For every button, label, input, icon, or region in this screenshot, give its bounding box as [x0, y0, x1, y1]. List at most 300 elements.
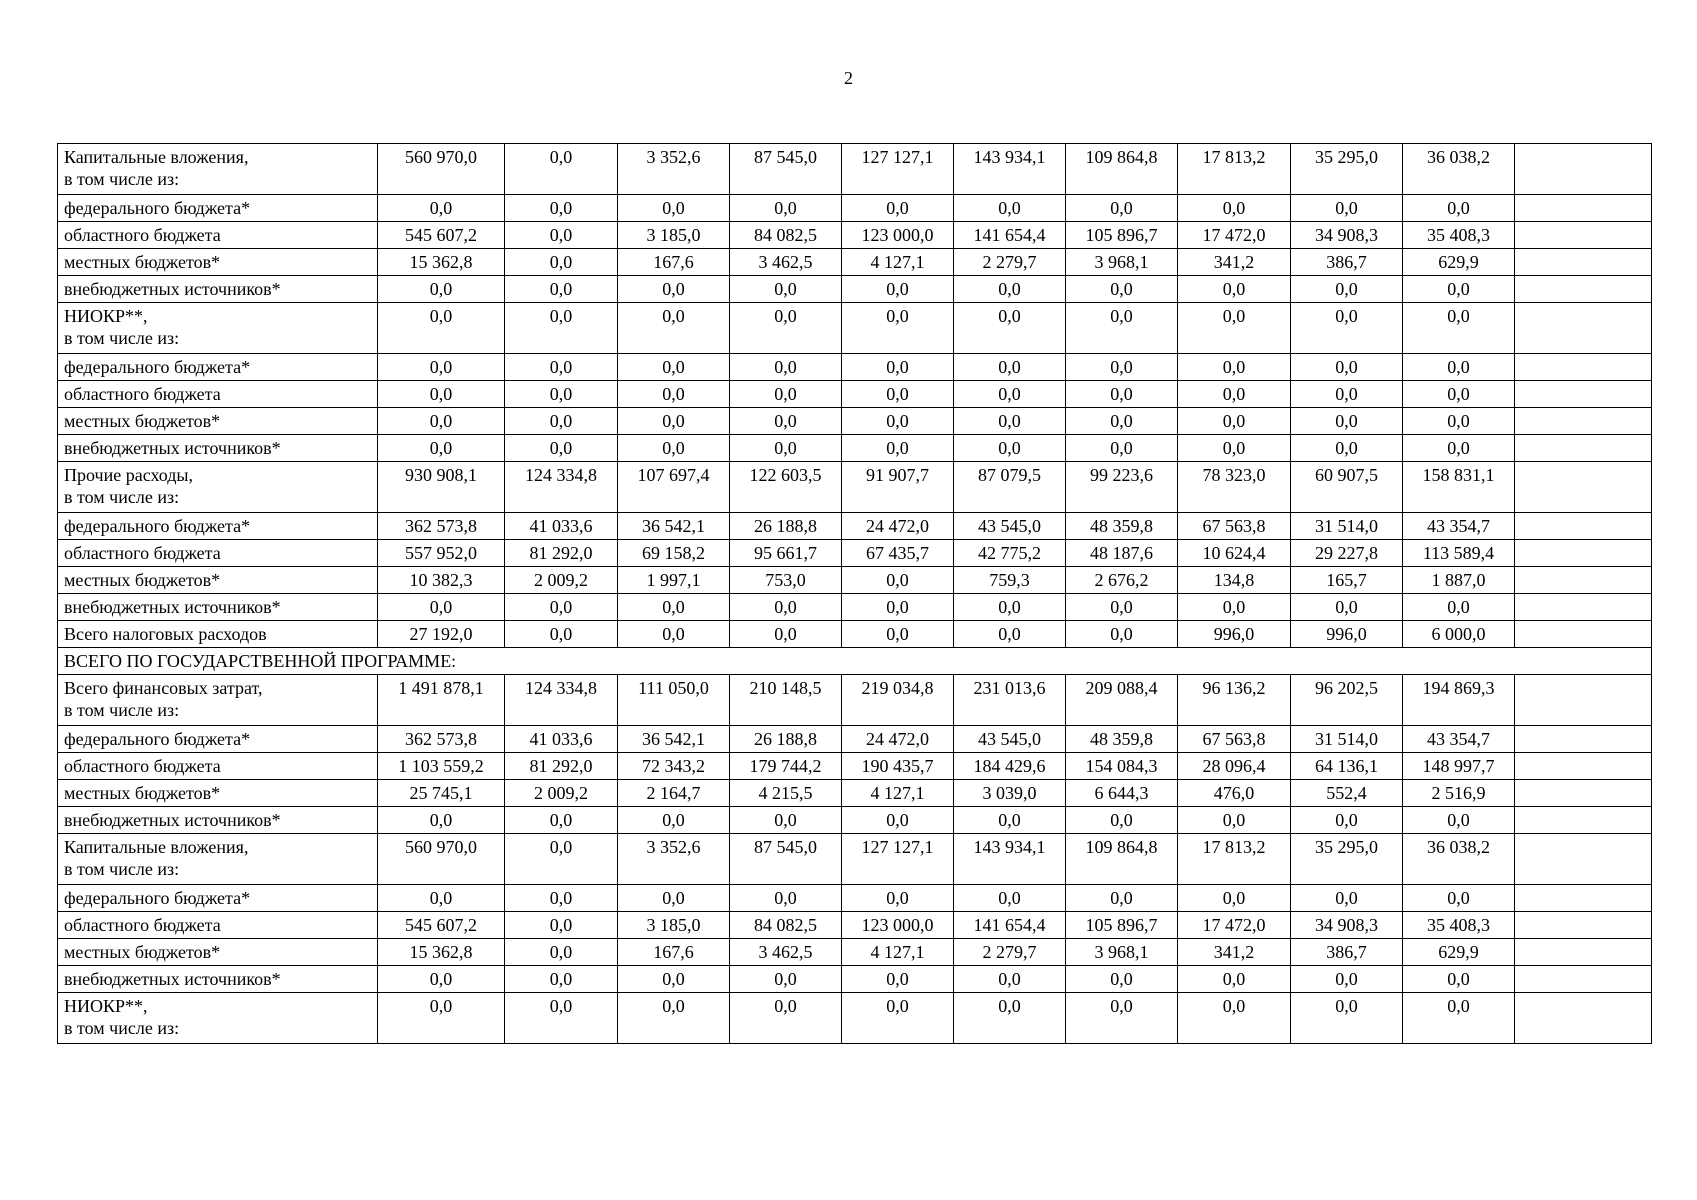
value-cell: 560 970,0: [378, 144, 505, 195]
value-cell: 0,0: [618, 435, 730, 462]
value-cell: 0,0: [618, 303, 730, 354]
value-cell: 35 295,0: [1291, 834, 1403, 885]
value-cell: 84 082,5: [730, 912, 842, 939]
row-label: федерального бюджета*: [58, 195, 378, 222]
row-label: внебюджетных источников*: [58, 276, 378, 303]
table-row: [58, 195, 1652, 222]
value-cell: 0,0: [618, 381, 730, 408]
value-cell: 36 038,2: [1403, 834, 1515, 885]
value-cell: 0,0: [730, 435, 842, 462]
value-cell: 2 009,2: [505, 567, 618, 594]
value-cell: 1 103 559,2: [378, 753, 505, 780]
value-cell: 67 435,7: [842, 540, 954, 567]
empty-cell: [1515, 435, 1652, 462]
value-cell: 24 472,0: [842, 513, 954, 540]
value-cell: 0,0: [1178, 594, 1291, 621]
value-cell: 0,0: [378, 807, 505, 834]
row-label: Всего налоговых расходов: [58, 621, 378, 648]
value-cell: 0,0: [505, 939, 618, 966]
value-cell: 0,0: [1291, 885, 1403, 912]
value-cell: 43 545,0: [954, 513, 1066, 540]
value-cell: 0,0: [505, 249, 618, 276]
row-label: областного бюджета: [58, 753, 378, 780]
empty-cell: [1515, 726, 1652, 753]
empty-cell: [1515, 222, 1652, 249]
value-cell: 0,0: [1066, 354, 1178, 381]
value-cell: 0,0: [505, 435, 618, 462]
value-cell: 0,0: [842, 195, 954, 222]
value-cell: 165,7: [1291, 567, 1403, 594]
empty-cell: [1515, 462, 1652, 513]
value-cell: 105 896,7: [1066, 222, 1178, 249]
value-cell: 0,0: [1403, 354, 1515, 381]
value-cell: 29 227,8: [1291, 540, 1403, 567]
value-cell: 0,0: [1178, 303, 1291, 354]
row-label: НИОКР**, в том числе из:: [58, 993, 378, 1044]
row-label: местных бюджетов*: [58, 780, 378, 807]
value-cell: 557 952,0: [378, 540, 505, 567]
value-cell: 113 589,4: [1403, 540, 1515, 567]
value-cell: 0,0: [1178, 966, 1291, 993]
table-row: [58, 621, 1652, 648]
value-cell: 17 813,2: [1178, 144, 1291, 195]
value-cell: 0,0: [1291, 303, 1403, 354]
value-cell: 17 472,0: [1178, 222, 1291, 249]
value-cell: 386,7: [1291, 249, 1403, 276]
value-cell: 0,0: [1403, 993, 1515, 1044]
value-cell: 0,0: [505, 807, 618, 834]
table-row: [58, 834, 1652, 885]
value-cell: 67 563,8: [1178, 726, 1291, 753]
value-cell: 26 188,8: [730, 513, 842, 540]
value-cell: 0,0: [842, 354, 954, 381]
value-cell: 0,0: [1178, 435, 1291, 462]
value-cell: 362 573,8: [378, 513, 505, 540]
value-cell: 0,0: [618, 807, 730, 834]
empty-cell: [1515, 594, 1652, 621]
value-cell: 148 997,7: [1403, 753, 1515, 780]
value-cell: 36 542,1: [618, 726, 730, 753]
value-cell: 43 354,7: [1403, 726, 1515, 753]
value-cell: 231 013,6: [954, 675, 1066, 726]
value-cell: 109 864,8: [1066, 144, 1178, 195]
empty-cell: [1515, 540, 1652, 567]
value-cell: 0,0: [1066, 993, 1178, 1044]
value-cell: 0,0: [1403, 594, 1515, 621]
empty-cell: [1515, 807, 1652, 834]
table-row: [58, 513, 1652, 540]
table-row: [58, 435, 1652, 462]
table-row: [58, 540, 1652, 567]
value-cell: 107 697,4: [618, 462, 730, 513]
value-cell: 0,0: [505, 885, 618, 912]
value-cell: 42 775,2: [954, 540, 1066, 567]
value-cell: 545 607,2: [378, 912, 505, 939]
table-row: [58, 381, 1652, 408]
value-cell: 0,0: [1291, 966, 1403, 993]
value-cell: 0,0: [954, 435, 1066, 462]
value-cell: 81 292,0: [505, 540, 618, 567]
value-cell: 84 082,5: [730, 222, 842, 249]
value-cell: 0,0: [954, 408, 1066, 435]
value-cell: 96 136,2: [1178, 675, 1291, 726]
row-label: областного бюджета: [58, 222, 378, 249]
value-cell: 43 354,7: [1403, 513, 1515, 540]
value-cell: 10 382,3: [378, 567, 505, 594]
empty-cell: [1515, 567, 1652, 594]
value-cell: 0,0: [842, 807, 954, 834]
table-row: [58, 567, 1652, 594]
value-cell: 0,0: [730, 303, 842, 354]
value-cell: 3 968,1: [1066, 939, 1178, 966]
value-cell: 43 545,0: [954, 726, 1066, 753]
value-cell: 930 908,1: [378, 462, 505, 513]
value-cell: 0,0: [1066, 435, 1178, 462]
value-cell: 0,0: [378, 594, 505, 621]
value-cell: 0,0: [1403, 435, 1515, 462]
value-cell: 72 343,2: [618, 753, 730, 780]
value-cell: 0,0: [1403, 381, 1515, 408]
value-cell: 0,0: [842, 408, 954, 435]
value-cell: 0,0: [1291, 807, 1403, 834]
value-cell: 81 292,0: [505, 753, 618, 780]
value-cell: 17 813,2: [1178, 834, 1291, 885]
budget-table: [57, 143, 1652, 1044]
table-row: [58, 249, 1652, 276]
table-row: [58, 780, 1652, 807]
value-cell: 0,0: [505, 222, 618, 249]
value-cell: 41 033,6: [505, 513, 618, 540]
empty-cell: [1515, 675, 1652, 726]
empty-cell: [1515, 408, 1652, 435]
table-row: [58, 939, 1652, 966]
value-cell: 0,0: [730, 381, 842, 408]
value-cell: 0,0: [505, 912, 618, 939]
empty-cell: [1515, 303, 1652, 354]
value-cell: 3 968,1: [1066, 249, 1178, 276]
value-cell: 123 000,0: [842, 222, 954, 249]
value-cell: 0,0: [1178, 381, 1291, 408]
value-cell: 0,0: [1403, 195, 1515, 222]
value-cell: 6 644,3: [1066, 780, 1178, 807]
value-cell: 0,0: [1291, 408, 1403, 435]
value-cell: 0,0: [505, 354, 618, 381]
value-cell: 0,0: [730, 993, 842, 1044]
row-label: Прочие расходы, в том числе из:: [58, 462, 378, 513]
value-cell: 386,7: [1291, 939, 1403, 966]
value-cell: 99 223,6: [1066, 462, 1178, 513]
value-cell: 0,0: [505, 303, 618, 354]
value-cell: 0,0: [730, 195, 842, 222]
value-cell: 127 127,1: [842, 144, 954, 195]
value-cell: 111 050,0: [618, 675, 730, 726]
value-cell: 210 148,5: [730, 675, 842, 726]
value-cell: 96 202,5: [1291, 675, 1403, 726]
row-label: внебюджетных источников*: [58, 435, 378, 462]
empty-cell: [1515, 354, 1652, 381]
value-cell: 10 624,4: [1178, 540, 1291, 567]
value-cell: 64 136,1: [1291, 753, 1403, 780]
value-cell: 0,0: [378, 354, 505, 381]
value-cell: 362 573,8: [378, 726, 505, 753]
value-cell: 1 887,0: [1403, 567, 1515, 594]
value-cell: 0,0: [1403, 408, 1515, 435]
value-cell: 0,0: [378, 408, 505, 435]
empty-cell: [1515, 249, 1652, 276]
value-cell: 0,0: [1178, 408, 1291, 435]
value-cell: 2 676,2: [1066, 567, 1178, 594]
value-cell: 0,0: [730, 807, 842, 834]
value-cell: 0,0: [1066, 408, 1178, 435]
value-cell: 3 185,0: [618, 912, 730, 939]
value-cell: 0,0: [730, 354, 842, 381]
table-row: [58, 462, 1652, 513]
value-cell: 25 745,1: [378, 780, 505, 807]
value-cell: 0,0: [1066, 594, 1178, 621]
value-cell: 0,0: [730, 966, 842, 993]
value-cell: 141 654,4: [954, 912, 1066, 939]
empty-cell: [1515, 513, 1652, 540]
value-cell: 0,0: [1291, 276, 1403, 303]
value-cell: 109 864,8: [1066, 834, 1178, 885]
row-label: местных бюджетов*: [58, 408, 378, 435]
value-cell: 0,0: [954, 885, 1066, 912]
value-cell: 0,0: [954, 354, 1066, 381]
value-cell: 0,0: [1403, 966, 1515, 993]
value-cell: 190 435,7: [842, 753, 954, 780]
value-cell: 0,0: [378, 303, 505, 354]
value-cell: 996,0: [1291, 621, 1403, 648]
value-cell: 0,0: [954, 303, 1066, 354]
value-cell: 17 472,0: [1178, 912, 1291, 939]
value-cell: 0,0: [954, 381, 1066, 408]
value-cell: 0,0: [378, 276, 505, 303]
value-cell: 0,0: [618, 276, 730, 303]
value-cell: 167,6: [618, 939, 730, 966]
value-cell: 69 158,2: [618, 540, 730, 567]
value-cell: 0,0: [378, 966, 505, 993]
value-cell: 0,0: [505, 594, 618, 621]
value-cell: 105 896,7: [1066, 912, 1178, 939]
value-cell: 124 334,8: [505, 675, 618, 726]
value-cell: 0,0: [505, 195, 618, 222]
value-cell: 341,2: [1178, 249, 1291, 276]
value-cell: 545 607,2: [378, 222, 505, 249]
value-cell: 0,0: [842, 435, 954, 462]
value-cell: 0,0: [842, 567, 954, 594]
value-cell: 0,0: [1178, 195, 1291, 222]
value-cell: 28 096,4: [1178, 753, 1291, 780]
value-cell: 143 934,1: [954, 144, 1066, 195]
value-cell: 0,0: [842, 381, 954, 408]
table-row: [58, 966, 1652, 993]
value-cell: 0,0: [505, 834, 618, 885]
row-label: внебюджетных источников*: [58, 807, 378, 834]
value-cell: 3 462,5: [730, 939, 842, 966]
empty-cell: [1515, 195, 1652, 222]
value-cell: 0,0: [954, 621, 1066, 648]
empty-cell: [1515, 912, 1652, 939]
value-cell: 141 654,4: [954, 222, 1066, 249]
value-cell: 35 408,3: [1403, 222, 1515, 249]
value-cell: 78 323,0: [1178, 462, 1291, 513]
value-cell: 341,2: [1178, 939, 1291, 966]
value-cell: 36 038,2: [1403, 144, 1515, 195]
value-cell: 0,0: [618, 621, 730, 648]
value-cell: 0,0: [378, 993, 505, 1044]
table-row: [58, 408, 1652, 435]
value-cell: 0,0: [730, 594, 842, 621]
value-cell: 476,0: [1178, 780, 1291, 807]
value-cell: 2 279,7: [954, 249, 1066, 276]
value-cell: 4 215,5: [730, 780, 842, 807]
value-cell: 0,0: [618, 993, 730, 1044]
table-row: [58, 594, 1652, 621]
row-label: Капитальные вложения, в том числе из:: [58, 834, 378, 885]
value-cell: 0,0: [842, 621, 954, 648]
value-cell: 87 545,0: [730, 144, 842, 195]
empty-cell: [1515, 993, 1652, 1044]
value-cell: 0,0: [505, 408, 618, 435]
value-cell: 0,0: [842, 303, 954, 354]
value-cell: 122 603,5: [730, 462, 842, 513]
value-cell: 0,0: [618, 885, 730, 912]
value-cell: 31 514,0: [1291, 513, 1403, 540]
table-row: [58, 753, 1652, 780]
value-cell: 0,0: [730, 621, 842, 648]
empty-cell: [1515, 753, 1652, 780]
value-cell: 48 359,8: [1066, 726, 1178, 753]
value-cell: 60 907,5: [1291, 462, 1403, 513]
row-label: федерального бюджета*: [58, 513, 378, 540]
row-label: Капитальные вложения, в том числе из:: [58, 144, 378, 195]
value-cell: 87 079,5: [954, 462, 1066, 513]
value-cell: 0,0: [954, 966, 1066, 993]
value-cell: 167,6: [618, 249, 730, 276]
value-cell: 0,0: [1291, 594, 1403, 621]
value-cell: 48 359,8: [1066, 513, 1178, 540]
value-cell: 0,0: [730, 276, 842, 303]
value-cell: 996,0: [1178, 621, 1291, 648]
value-cell: 0,0: [730, 885, 842, 912]
value-cell: 34 908,3: [1291, 912, 1403, 939]
section-title: ВСЕГО ПО ГОСУДАРСТВЕННОЙ ПРОГРАММЕ:: [58, 648, 1652, 675]
value-cell: 0,0: [1291, 435, 1403, 462]
table-row: [58, 993, 1652, 1044]
table-body: [58, 144, 1652, 1044]
table-row: [58, 222, 1652, 249]
section-row: [58, 648, 1652, 675]
row-label: федерального бюджета*: [58, 885, 378, 912]
value-cell: 0,0: [1066, 195, 1178, 222]
value-cell: 2 516,9: [1403, 780, 1515, 807]
value-cell: 0,0: [1178, 885, 1291, 912]
value-cell: 2 009,2: [505, 780, 618, 807]
table-row: [58, 354, 1652, 381]
value-cell: 0,0: [618, 354, 730, 381]
table-row: [58, 303, 1652, 354]
value-cell: 0,0: [618, 408, 730, 435]
value-cell: 0,0: [505, 381, 618, 408]
value-cell: 0,0: [1066, 621, 1178, 648]
value-cell: 0,0: [1403, 885, 1515, 912]
value-cell: 0,0: [1178, 807, 1291, 834]
value-cell: 0,0: [1066, 885, 1178, 912]
value-cell: 4 127,1: [842, 249, 954, 276]
table-row: [58, 675, 1652, 726]
value-cell: 0,0: [1291, 195, 1403, 222]
value-cell: 0,0: [378, 435, 505, 462]
value-cell: 0,0: [1403, 807, 1515, 834]
value-cell: 35 295,0: [1291, 144, 1403, 195]
table-row: [58, 885, 1652, 912]
value-cell: 0,0: [378, 885, 505, 912]
value-cell: 0,0: [730, 408, 842, 435]
empty-cell: [1515, 939, 1652, 966]
value-cell: 0,0: [954, 195, 1066, 222]
value-cell: 0,0: [954, 594, 1066, 621]
value-cell: 6 000,0: [1403, 621, 1515, 648]
value-cell: 127 127,1: [842, 834, 954, 885]
value-cell: 3 185,0: [618, 222, 730, 249]
value-cell: 0,0: [1066, 966, 1178, 993]
empty-cell: [1515, 834, 1652, 885]
table-row: [58, 807, 1652, 834]
row-label: областного бюджета: [58, 381, 378, 408]
value-cell: 91 907,7: [842, 462, 954, 513]
value-cell: 0,0: [505, 144, 618, 195]
table-row: [58, 912, 1652, 939]
value-cell: 0,0: [1403, 303, 1515, 354]
value-cell: 179 744,2: [730, 753, 842, 780]
value-cell: 0,0: [618, 594, 730, 621]
value-cell: 0,0: [1178, 354, 1291, 381]
value-cell: 3 352,6: [618, 144, 730, 195]
value-cell: 0,0: [842, 885, 954, 912]
empty-cell: [1515, 144, 1652, 195]
value-cell: 0,0: [842, 594, 954, 621]
value-cell: 1 491 878,1: [378, 675, 505, 726]
value-cell: 2 279,7: [954, 939, 1066, 966]
value-cell: 0,0: [1066, 381, 1178, 408]
value-cell: 0,0: [842, 993, 954, 1044]
value-cell: 124 334,8: [505, 462, 618, 513]
value-cell: 0,0: [1291, 993, 1403, 1044]
value-cell: 753,0: [730, 567, 842, 594]
value-cell: 0,0: [1066, 807, 1178, 834]
empty-cell: [1515, 966, 1652, 993]
row-label: местных бюджетов*: [58, 939, 378, 966]
value-cell: 0,0: [1178, 276, 1291, 303]
value-cell: 143 934,1: [954, 834, 1066, 885]
value-cell: 552,4: [1291, 780, 1403, 807]
value-cell: 0,0: [1291, 354, 1403, 381]
value-cell: 4 127,1: [842, 780, 954, 807]
value-cell: 0,0: [1403, 276, 1515, 303]
row-label: внебюджетных источников*: [58, 966, 378, 993]
value-cell: 0,0: [1291, 381, 1403, 408]
value-cell: 0,0: [842, 276, 954, 303]
value-cell: 35 408,3: [1403, 912, 1515, 939]
value-cell: 134,8: [1178, 567, 1291, 594]
value-cell: 0,0: [505, 966, 618, 993]
empty-cell: [1515, 381, 1652, 408]
value-cell: 95 661,7: [730, 540, 842, 567]
table-row: [58, 726, 1652, 753]
value-cell: 26 188,8: [730, 726, 842, 753]
value-cell: 3 039,0: [954, 780, 1066, 807]
value-cell: 0,0: [618, 966, 730, 993]
